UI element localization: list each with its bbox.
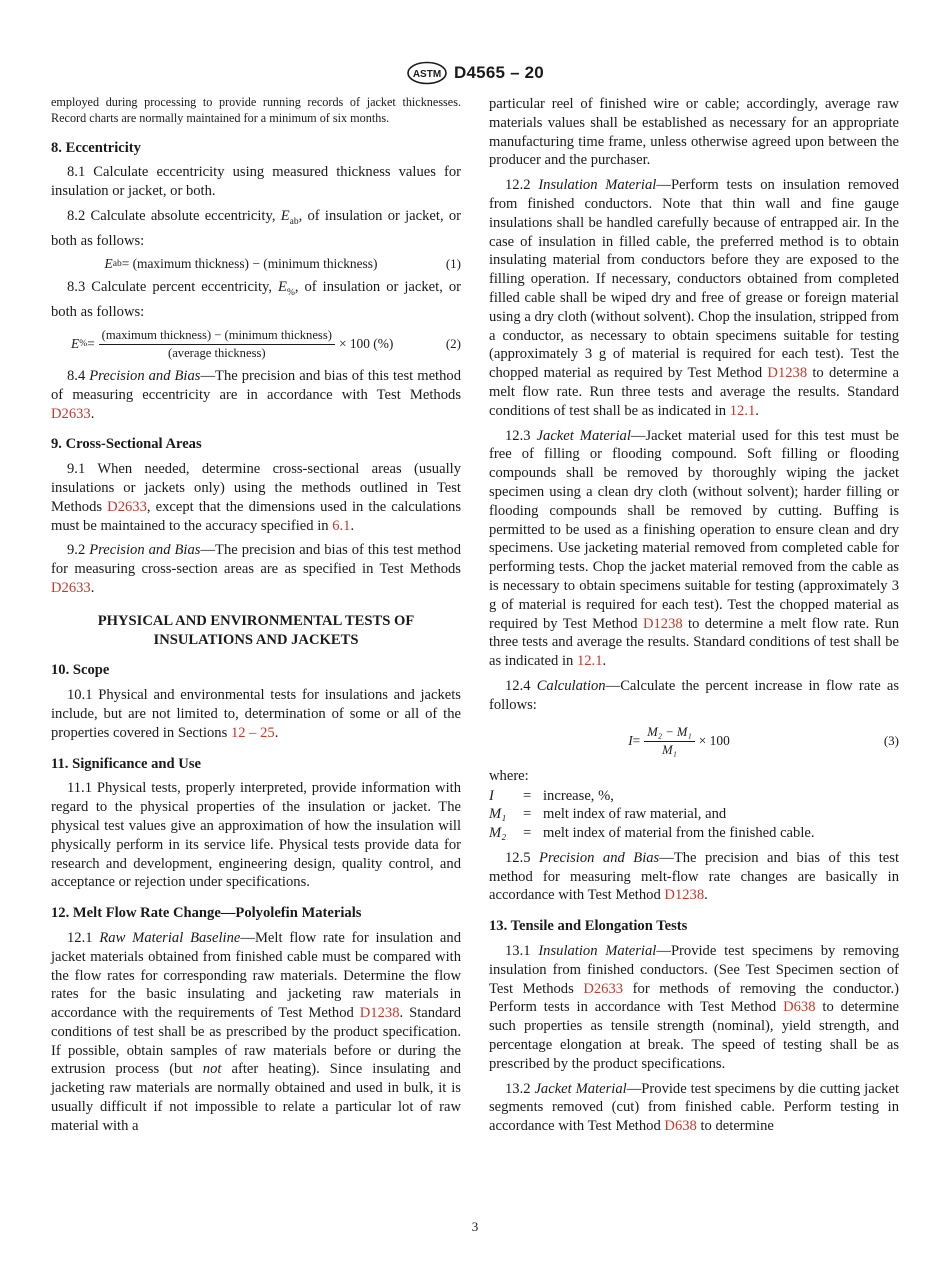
equation-3-number: (3) [883,733,899,748]
para-11-1: 11.1 Physical tests, properly interpreted, provide information with regard to the physical properties of the insulation or jacket. The physical test values give an approximation of how the insulation will physically perform in its service life. Physical tests provide data for research and development, engineering design, quality control, and acceptance or rejection under specifications. [51,780,461,891]
where-item: I = increase, %, [489,787,614,804]
right-column [489,95,899,1142]
para-12-4: 12.4 Calculation—Calculate the percent increase in flow rate as follows: [489,677,900,713]
para-12-2: 12.2 Insulation Material—Perform tests on insulation removed from finished conductors. Note that thin wall and fine gauge insulations shall be handled carefully because of entrapped air. In the case of insulation in filled cable, the preferred method is to obtain insulating material from conductors before they are exposed to the filling operation. If necessary, conductors obtained from completed filled cable shall be wiped dry and free of grease or foreign material using a dry cloth (without solvent). Chop the insulation, stripped from a conductor, as necessary to obtain specimens suitable for testing (approximately 3 g of material is required for each test). Test the chopped material as required by Test Method D1238 to determine a melt flow rate. Run three tests and average the results. Standard conditions of test shall be as indicated in 12.1. [489,177,899,419]
page-number: 3 [471,1219,479,1234]
link-sections-12-25[interactable]: 12 – 25 [230,724,275,741]
equation-2: E % = $\frac{\text{(maximum thickness) − (minimum thickness)}}{\text{(average thickness)}}$ × 100 (%) (2) [71,327,461,360]
section-8-heading: 8. Eccentricity [51,139,141,156]
document-id: D4565 – 20 [454,63,544,82]
link-d638[interactable]: D638 [783,999,816,1016]
intro-paragraph: employed during processing to provide running records of jacket thicknesses. Record charts are normally maintained for a minimum of six months. [51,95,461,125]
part-title: PHYSICAL AND ENVIRONMENTAL TESTS OF INSULATIONS AND JACKETS [97,612,415,648]
link-d1238[interactable]: D1238 [359,1005,400,1022]
para-12-5: 12.5 Precision and Bias—The precision and bias of this test method for measuring melt-flow rate changes are basically in accordance with Test Method D1238. [489,849,899,904]
para-12-3: 12.3 Jacket Material—Jacket material used for this test must be free of filling or flooding compound. Soft filling or flooding compounds shall be removed by thoroughly wiping the jacket specimen using a clean dry cloth (without solvent); harder filling or flooding compounds shall be removed by cutting. Buffing is permitted to be used as a finishing operation to ensure clean and dry specimens. Use jacketing material removed from completed cable for performing tests. Chop the jacket material removed from the cable as is necessary to obtain specimens suitable for testing (approximately 3 g of material is required for each test). Test the chopped material as required by Test Method D1238 to determine a melt flow rate. Run three tests and average the results. Standard conditions of test shall be as indicated in 12.1. [489,427,900,670]
where-list [489,787,899,843]
para-10-1: 10.1 Physical and environmental tests for insulations and jackets include, but are not limited to, determination of some or all of the properties covered in Sections 12 – 25. [51,687,461,741]
equation-2-fraction: $\frac{\text{(maximum thickness) − (minimum thickness)}}{\text{(average thickness)}}$ [99,328,335,361]
para-8-1: 8.1 Calculate eccentricity using measured thickness values for insulation or jacket, or both. [51,164,461,200]
para-9-1: 9.1 When needed, determine cross-sectional areas (usually insulations or jackets only) using the methods outlined in Test Methods D2633, except that the dimensions used in the calculations must be maintained to the accuracy specified in 6.1. [51,461,461,534]
astm-logo-icon [406,61,448,85]
para-8-2: 8.2 Calculate absolute eccentricity, $E_{ab}$, of insulation or jacket, or both as follows: [51,207,461,249]
para-13-2: 13.2 Jacket Material—Provide test specimens by die cutting jacket segments removed (cut) from finished cable. Perform testing in accordance with Test Method D638 to determine [489,1080,900,1135]
link-section-6-1[interactable]: 6.1 [332,517,351,534]
para-9-2: 9.2 Precision and Bias—The precision and bias of this test method for measuring cross-section areas are as specified in Test Methods D2633. [51,542,461,596]
where-item: M₁ = melt index of raw material, and [489,806,727,823]
where-label: where: [489,767,529,784]
para-8-3: 8.3 Calculate percent eccentricity, $E_{\%}$, of insulation or jacket, or both as follows: [51,279,461,321]
link-d2633[interactable]: D2633 [51,405,91,422]
link-d2633[interactable]: D2633 [107,498,147,515]
para-8-4: 8.4 Precision and Bias—The precision and bias of this test method of measuring eccentricity are in accordance with Test Methods D2633. [51,367,461,422]
link-d2633[interactable]: D2633 [51,579,91,596]
equation-1: E ab = (maximum thickness) − (minimum thickness) (1) [104,256,461,272]
para-12-1: 12.1 Raw Material Baseline—Melt flow rate for insulation and jacket materials obtained from finished cable must be compared with the flow rates for corresponding raw materials. Determine the flow rates for the basic insulating and jacketing raw materials in accordance with the requirements of Test Method D1238. Standard conditions of test shall be as prescribed by the product specification. If possible, obtain samples of raw materials before or during the extrusion process (but not after heating). Since insulating and jacketing raw materials are normally obtained and used in bulk, it is usually difficult if not impossible to relate a particular lot of raw material with a [51,929,462,1134]
link-section-12-1[interactable]: 12.1 [576,653,603,670]
section-11-heading: 11. Significance and Use [51,755,202,772]
link-d1238[interactable]: D1238 [664,887,705,904]
equation-3-fraction: $\frac{\text{M₂ − M₁}}{\text{M₁}}$ [644,725,695,758]
section-12-heading: 12. Melt Flow Rate Change—Polyolefin Materials [51,905,362,922]
link-d2633[interactable]: D2633 [583,980,624,997]
equation-2-number: (2) [445,336,461,352]
link-d638[interactable]: D638 [664,1118,697,1135]
link-d1238[interactable]: D1238 [767,365,808,382]
para-12-1-continued: particular reel of finished wire or cable; accordingly, average raw materials values shall be established as necessary for an appropriate manufacturing time frame, unless otherwise agreed upon between the producer and the purchaser. [489,96,899,169]
section-10-heading: 10. Scope [51,662,110,679]
left-column [51,95,461,1142]
link-section-12-1[interactable]: 12.1 [729,402,756,419]
equation-1-number: (1) [445,256,461,272]
section-13-heading: 13. Tensile and Elongation Tests [489,918,688,935]
page-header [0,58,950,88]
where-item: M₂ = melt index of material from the finished cable. [489,825,815,842]
link-d1238[interactable]: D1238 [642,615,683,632]
equation-3: I = $\frac{\text{M₂ − M₁}}{\text{M₁}}$ × 100 (3) [628,724,899,757]
astm-logo-text: ASTM [412,69,442,80]
section-9-heading: 9. Cross-Sectional Areas [51,436,202,453]
para-13-1: 13.1 Insulation Material—Provide test specimens by removing insulation from finished conductors. (See Test Specimen section of Test Methods D2633 for methods of removing the conductor.) Perform tests in accordance with Test Method D638 to determine such properties as tensile strength (nominal), yield strength, and percentage elongation at break. The speed of testing shall be as prescribed by the product specifications. [489,943,899,1072]
